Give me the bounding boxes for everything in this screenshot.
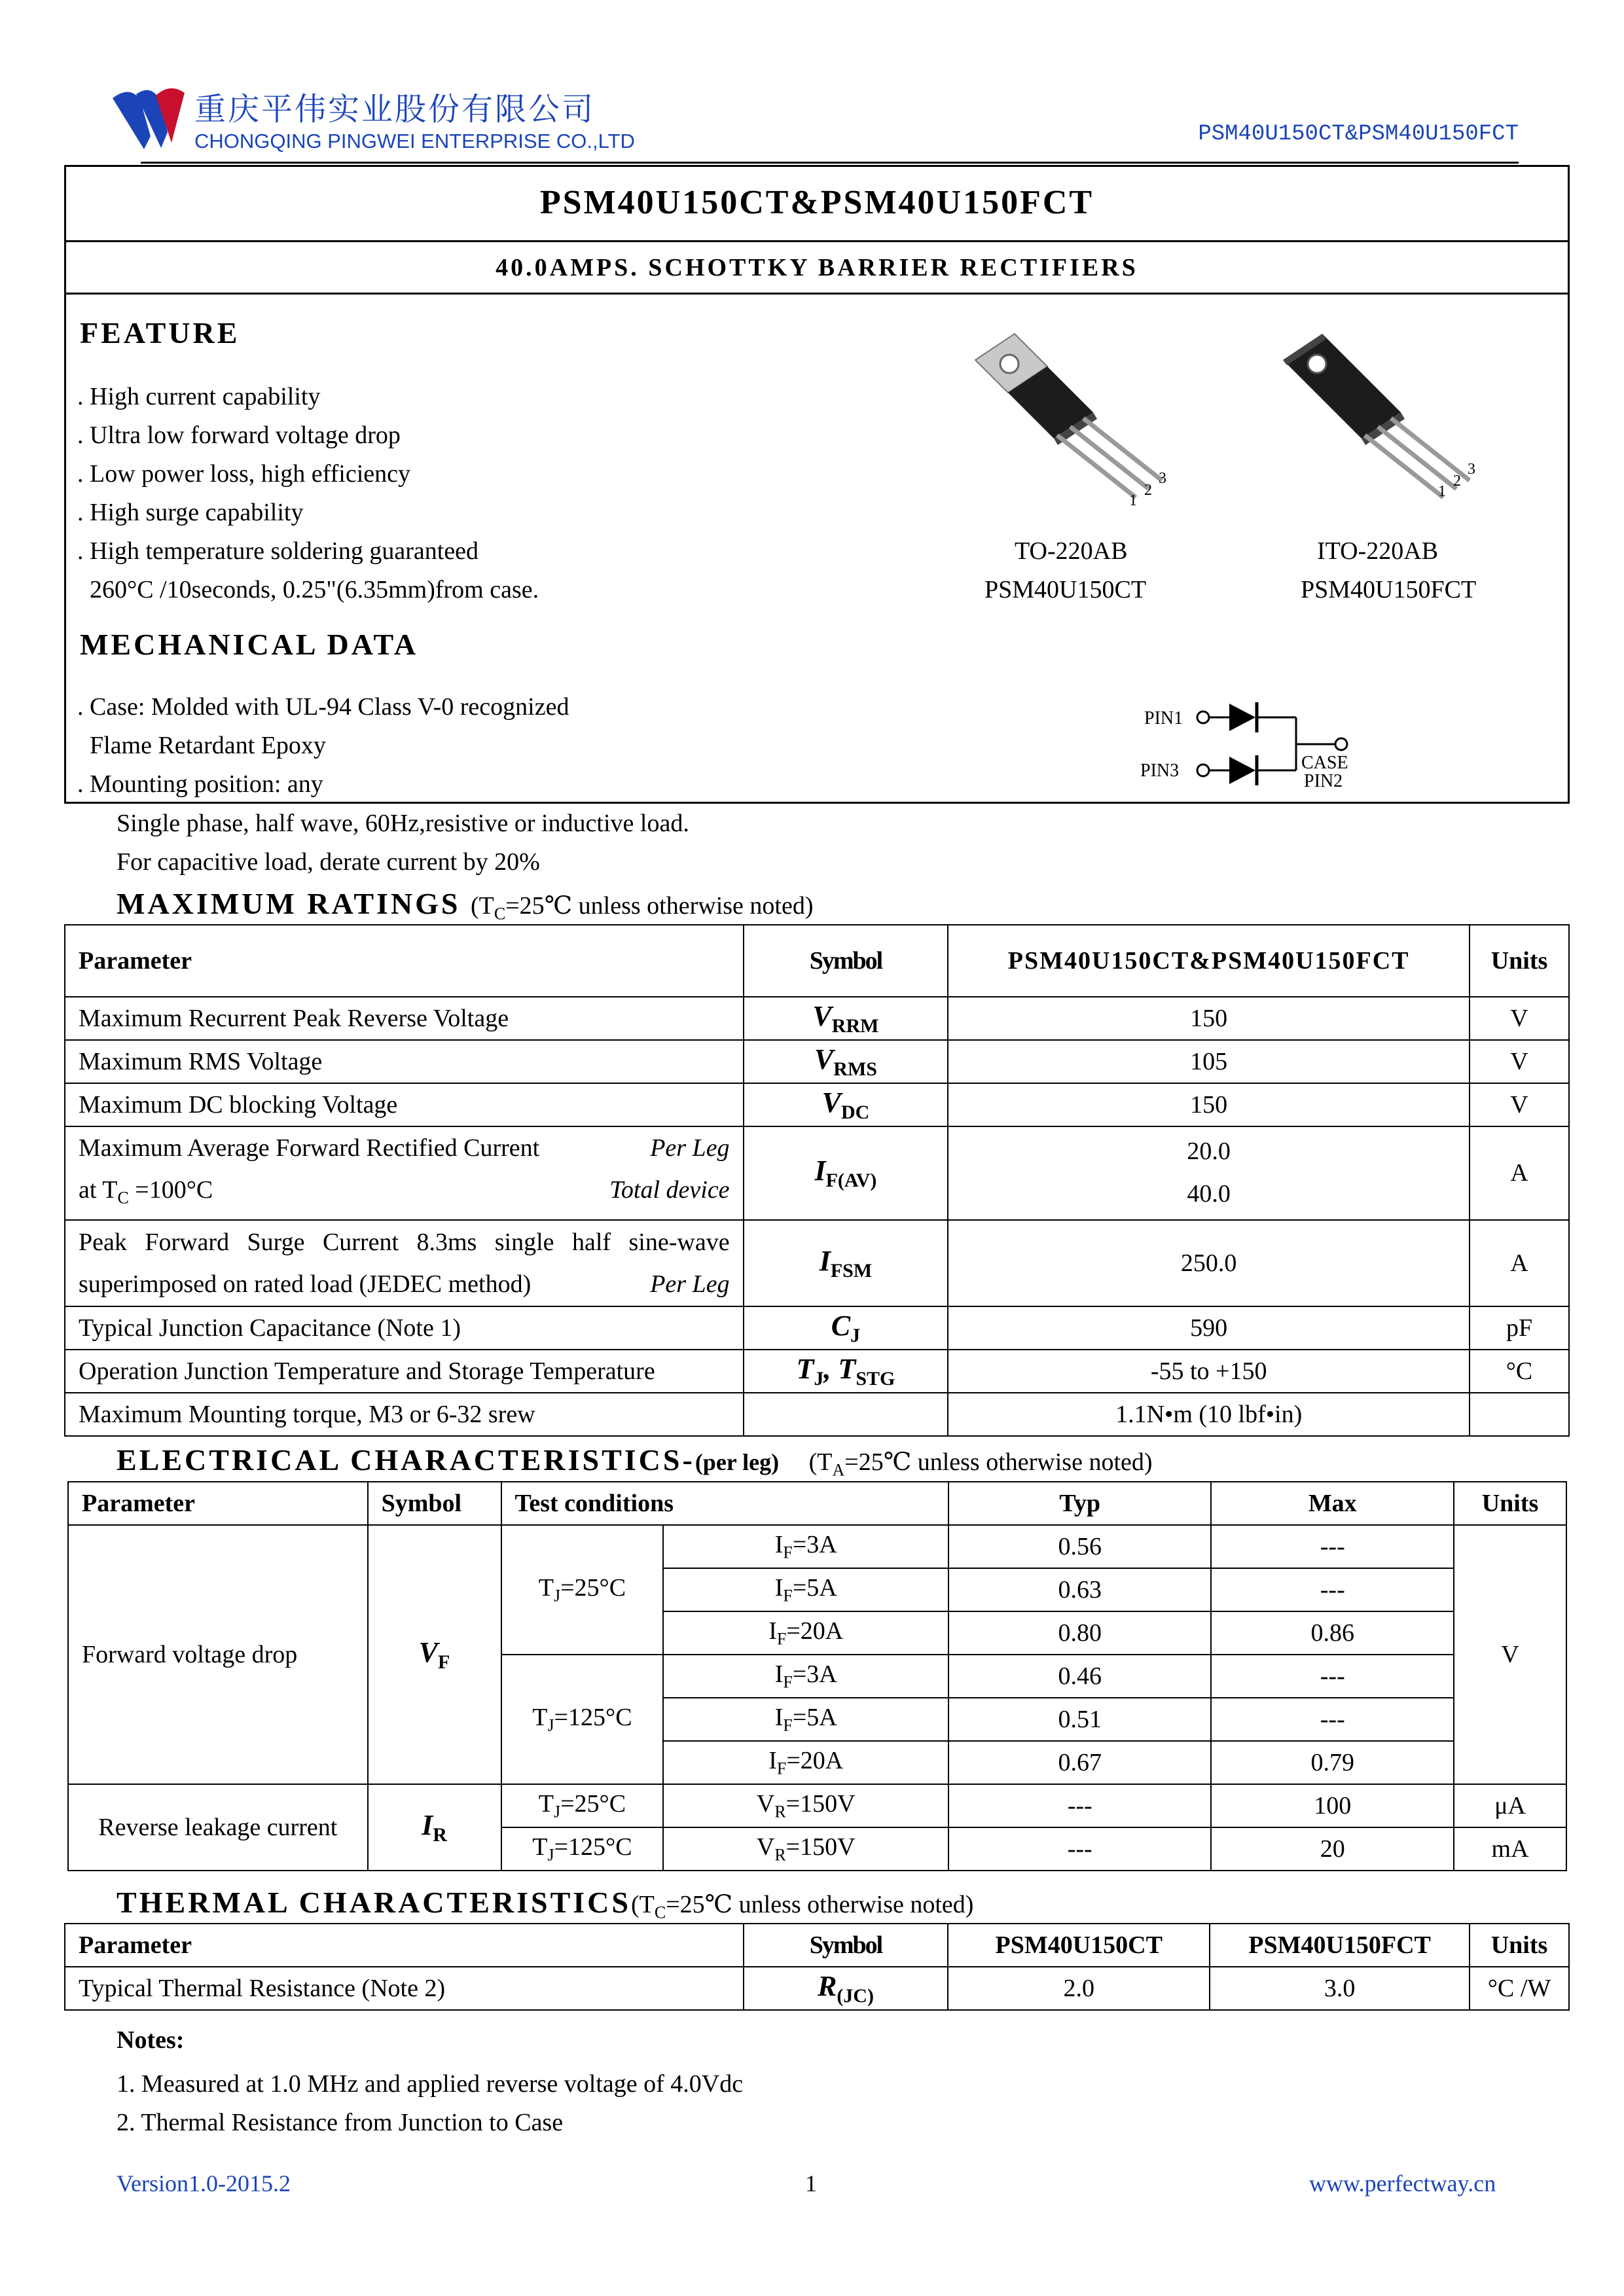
thermal-heading: THERMAL $CHARACTERISTICS(T_C=25℃$ unless otherwise noted) (117, 1886, 974, 1922)
feature-heading: FEATURE (80, 316, 240, 350)
footer-website-link[interactable]: www.perfectway.cn (1309, 2170, 1496, 2197)
table-row: Peak Forward Surge Current 8.3ms single half sine-wave superimposed on rated load (JEDEC method) Per Leg $I_{FSM}$ 250.0 A (65, 1220, 1569, 1306)
table-row: Typical Junction Capacitance (Note 1) $C_J$ 590 pF (65, 1306, 1569, 1350)
mechanical-item: . Case: Molded with UL-94 Class V-0 recognized (77, 693, 569, 721)
condition-note: For capacitive load, derate current by 20% (117, 848, 540, 876)
mechanical-heading: MECHANICAL DATA (80, 628, 419, 661)
table-row: Reverse leakage current $I_R$ $T_J=25^\circ C$ $V_R=150V$ --- 100 μA (68, 1784, 1566, 1827)
notes-heading: Notes: (117, 2026, 185, 2054)
col-header: PSM40U150CT&PSM40U150FCT (948, 925, 1470, 997)
note-item: 2. Thermal Resistance from Junction to Case (117, 2109, 564, 2136)
table-row: $I_F=20A$ 0.67 0.79 (68, 1741, 1566, 1784)
col-header: Units (1470, 925, 1569, 997)
electrical-table: Parameter Symbol Test conditions Typ Max Units Forward voltage drop $V_F$ $T_J=25^\circ C$ $I_F=3A$ 0.56 --- V $I_F=5A$ 0.63 --- $I_F=20A$ 0.80 0.86 $T_J=125^\circ C$ $I_F=3A$ 0.46 --- $I_F=5A$ 0.51 --- $I_F=20A$ 0.67 0.79 Reverse leakage current $I_R$ $T_J=25^\circ C$ $V_R=150V$ --- 100 μA $T_J=125^\circ C$ $V_R=150V$ --- 20 mA (67, 1481, 1567, 1871)
pin-number: 1 (1438, 483, 1446, 500)
pin-number: 3 (1159, 470, 1166, 487)
table-row: Maximum RMS Voltage $V_{RMS}$ 105 V (65, 1040, 1569, 1083)
company-name-cn: 重庆平伟实业股份有限公司 (194, 91, 596, 128)
footer-version: Version1.0-2015.2 (117, 2170, 291, 2197)
table-row: $I_F=5A$ 0.51 --- (68, 1698, 1566, 1741)
pin-number: 2 (1453, 473, 1461, 490)
max-ratings-table (64, 924, 1570, 1437)
package-part-label: PSM40U150FCT (1301, 576, 1477, 603)
document-title: PSM40U150CT&PSM40U150FCT (64, 165, 1570, 242)
mechanical-item: Flame Retardant Epoxy (77, 732, 326, 759)
company-logo (110, 80, 187, 153)
feature-item: . Low power loss, high efficiency (77, 460, 411, 488)
note-item: 1. Measured at 1.0 MHz and applied reverse voltage of 4.0Vdc (117, 2070, 744, 2098)
pin-number: 2 (1144, 482, 1152, 499)
table-row: Typical Thermal Resistance (Note 2) $R_{(JC)}$ 2.0 3.0 °C /W (65, 1967, 1569, 2010)
col-header: Parameter (65, 925, 744, 997)
pin-number: 1 (1129, 492, 1137, 509)
condition-note: Single phase, half wave, 60Hz,resistive or inductive load. (117, 810, 689, 837)
table-row: Maximum Recurrent Peak Reverse Voltage $V_{RRM}$ 150 V (65, 997, 1569, 1040)
schematic-pin3-label: PIN3 (1140, 761, 1180, 781)
package-type-label: TO-220AB (1015, 537, 1128, 565)
table-row: $I_F=20A$ 0.80 0.86 (68, 1611, 1566, 1655)
schematic-pin1-label: PIN1 (1144, 708, 1183, 728)
max-ratings-heading: MAXIMUM RATINGS ($T_C=25℃$ unless otherwise noted) (117, 887, 814, 924)
table-row: Maximum Mounting torque, M3 or 6-32 srew 1.1N•m (10 lbf•in) (65, 1393, 1569, 1436)
package-part-label: PSM40U150CT (984, 576, 1147, 603)
mechanical-item: . Mounting position: any (77, 770, 323, 798)
table-row: Forward voltage drop $V_F$ $T_J=25^\circ C$ $I_F=3A$ 0.56 --- V (68, 1525, 1566, 1568)
table-row: $T_J=125^\circ C$ $V_R=150V$ --- 20 mA (68, 1827, 1566, 1871)
header-part-number: PSM40U150CT&PSM40U150FCT (1198, 122, 1519, 147)
schematic-case-label: CASE (1301, 753, 1348, 773)
feature-item: 260°C /10seconds, 0.25"(6.35mm)from case. (77, 576, 539, 603)
table-row: Operation Junction Temperature and Storage Temperature $T_J$, $T_{STG}$ -55 to +150 °C (65, 1350, 1569, 1393)
col-header: Symbol (744, 925, 948, 997)
package-type-label: ITO-220AB (1317, 537, 1439, 565)
pin-number: 3 (1468, 461, 1475, 478)
document-subtitle: 40.0AMPS. SCHOTTKY BARRIER RECTIFIERS (64, 242, 1570, 295)
table-row: $T_J=125^\circ C$ $I_F=3A$ 0.46 --- (68, 1655, 1566, 1698)
header-divider (141, 162, 1519, 164)
thermal-table: Parameter Symbol PSM40U150CT PSM40U150FCT Units Typical Thermal Resistance (Note 2) $R_{(JC)}$ 2.0 3.0 °C /W (64, 1923, 1570, 2011)
feature-item: . High surge capability (77, 499, 304, 526)
schematic-pin2-label: PIN2 (1304, 771, 1343, 791)
company-name-en: CHONGQING PINGWEI ENTERPRISE CO.,LTD (194, 130, 635, 152)
feature-item: . High temperature soldering guaranteed (77, 537, 479, 565)
to220ab-package-image (969, 321, 1185, 517)
feature-item: . Ultra low forward voltage drop (77, 422, 401, 449)
page-number: 1 (805, 2170, 817, 2197)
table-row: $I_F=5A$ 0.63 --- (68, 1568, 1566, 1611)
feature-item: . High current capability (77, 383, 321, 410)
electrical-heading: ELECTRICAL CHARACTERISTICS-(per leg) ($T_A=25℃$ unless otherwise noted) (117, 1443, 1153, 1480)
table-row: Maximum DC blocking Voltage $V_{DC}$ 150 V (65, 1083, 1569, 1126)
table-row: Maximum Average Forward Rectified Current Per Leg at $T_C =100^\circ C$ Total device $I_{F(AV)}$ 20.0 40.0 A (65, 1126, 1569, 1220)
